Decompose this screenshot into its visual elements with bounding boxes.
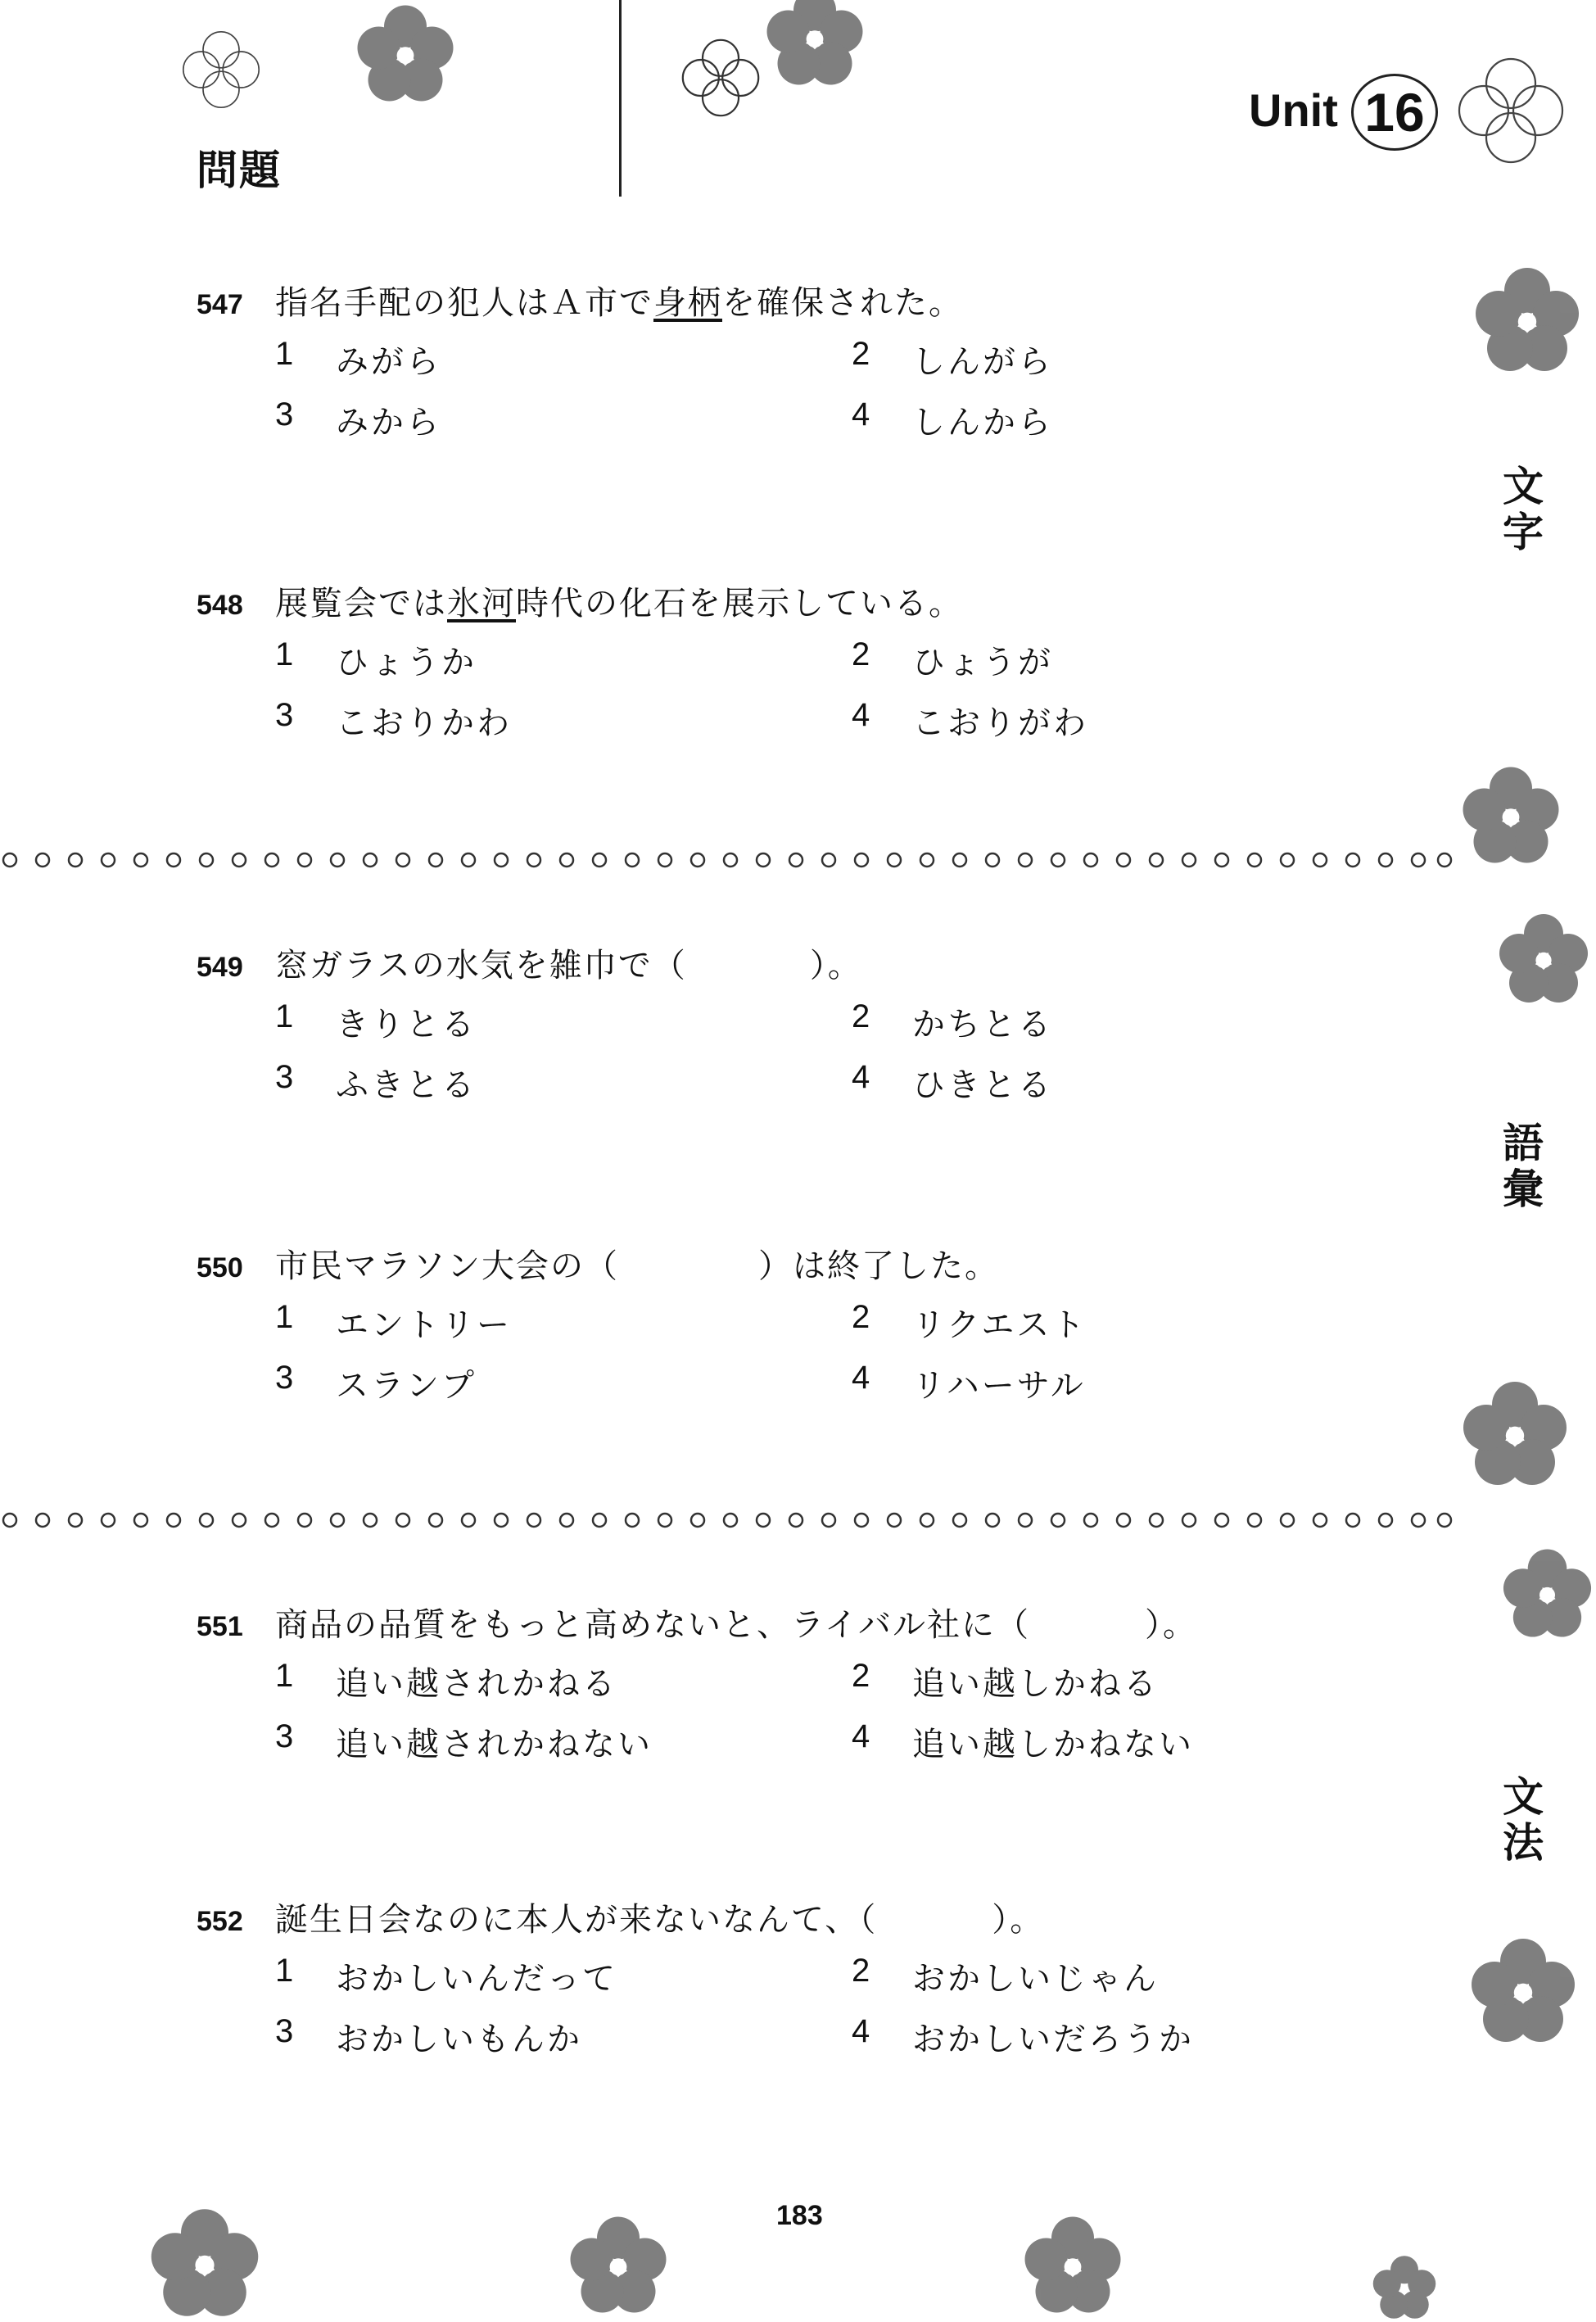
option-3[interactable] <box>275 1718 653 1765</box>
side-tab-char: 彙 <box>1503 1166 1544 1213</box>
option-4[interactable] <box>852 1059 1053 1106</box>
side-tab-char: 語 <box>1503 1120 1544 1167</box>
question-stem <box>197 277 963 324</box>
question-stem <box>197 1894 1044 1940</box>
option-1[interactable] <box>275 998 477 1045</box>
option-text: おかしいじゃん <box>912 1960 1159 1998</box>
stem-before: 指名手配の犯人はＡ市で <box>275 284 653 322</box>
question-549 <box>197 939 1441 1128</box>
option-text: 追い越されかねない <box>336 1726 653 1763</box>
option-1[interactable] <box>275 1658 617 1704</box>
stem-after: ）は終了した。 <box>758 1247 999 1285</box>
flower-decoration-icon <box>352 0 459 106</box>
option-text: おかしいもんか <box>336 2021 582 2058</box>
flower-outline-icon <box>1441 49 1580 172</box>
option-3[interactable] <box>275 1360 477 1406</box>
option-text: みがら <box>336 343 441 381</box>
side-tab-char: 法 <box>1503 1819 1544 1867</box>
flower-outline-icon <box>671 33 770 123</box>
option-text: ふきとる <box>336 1066 477 1104</box>
question-number: 550 <box>197 1252 243 1283</box>
stem-before: 商品の品質をもっと高めないと、ライバル社に（ <box>275 1606 1030 1644</box>
question-547 <box>197 277 1441 465</box>
option-number: 2 <box>852 1299 873 1335</box>
option-number: 2 <box>852 1953 873 1989</box>
question-551 <box>197 1599 1441 1787</box>
option-4[interactable] <box>852 697 1088 744</box>
option-2[interactable] <box>852 1658 1159 1704</box>
side-tab-char: 文 <box>1503 463 1544 510</box>
option-text: ひきとる <box>912 1066 1053 1104</box>
flower-decoration-icon <box>565 2211 671 2318</box>
option-text: ひょうか <box>336 644 477 681</box>
question-550 <box>197 1240 1441 1428</box>
stem-before: 市民マラソン大会の（ <box>275 1247 619 1285</box>
underlined-word: 氷河 <box>447 585 516 622</box>
dotted-separator <box>0 1510 1458 1530</box>
stem-after: を確保された。 <box>722 284 963 322</box>
option-number: 2 <box>852 998 873 1034</box>
option-1[interactable] <box>275 636 477 683</box>
flower-decoration-icon <box>1499 1532 1596 1654</box>
option-text: しんから <box>912 404 1053 441</box>
stem-before: 窓ガラスの水気を雑巾で（ <box>275 947 687 984</box>
option-number: 1 <box>275 636 296 672</box>
question-stem <box>197 939 862 986</box>
option-number: 4 <box>852 1718 873 1754</box>
option-number: 4 <box>852 1059 873 1095</box>
question-stem <box>197 577 963 624</box>
question-text <box>275 1240 999 1287</box>
stem-after: ）。 <box>809 947 862 984</box>
option-number: 3 <box>275 697 296 733</box>
option-text: エントリー <box>336 1306 512 1344</box>
option-number: 3 <box>275 1718 296 1754</box>
question-text <box>275 1599 1197 1645</box>
option-number: 1 <box>275 1953 296 1989</box>
option-number: 2 <box>852 1658 873 1694</box>
unit-label: Unit <box>1249 84 1338 136</box>
option-number: 1 <box>275 1299 296 1335</box>
flower-decoration-icon <box>1343 2252 1466 2322</box>
option-1[interactable] <box>275 1953 617 1999</box>
question-number: 551 <box>197 1611 243 1642</box>
question-number: 548 <box>197 590 243 621</box>
unit-number-badge: 16 <box>1351 74 1438 151</box>
question-stem <box>197 1599 1197 1645</box>
question-number: 549 <box>197 952 243 983</box>
question-stem <box>197 1240 999 1287</box>
option-3[interactable] <box>275 396 441 443</box>
option-4[interactable] <box>852 2013 1194 2060</box>
binding-line <box>619 0 622 197</box>
flower-decoration-icon <box>1015 2211 1130 2318</box>
option-4[interactable] <box>852 1718 1194 1765</box>
flower-decoration-icon <box>1458 262 1596 377</box>
option-3[interactable] <box>275 1059 477 1106</box>
option-text: きりとる <box>336 1006 477 1043</box>
stem-after: 時代の化石を展示している。 <box>516 585 963 622</box>
flower-outline-icon <box>164 25 278 115</box>
question-text <box>275 277 963 324</box>
option-2[interactable] <box>852 336 1053 382</box>
flower-decoration-icon <box>139 2203 270 2322</box>
option-text: こおりかわ <box>336 704 512 742</box>
question-number: 547 <box>197 289 243 320</box>
option-text: リハーサル <box>912 1367 1086 1405</box>
option-number: 3 <box>275 1059 296 1095</box>
question-text <box>275 577 963 624</box>
question-text <box>275 939 862 986</box>
option-text: 追い越しかねない <box>912 1726 1194 1763</box>
option-number: 1 <box>275 998 296 1034</box>
option-number: 1 <box>275 336 296 372</box>
option-2[interactable] <box>852 998 1053 1045</box>
flower-decoration-icon <box>1449 1376 1580 1491</box>
side-tab-bunpou <box>1499 1774 1548 1866</box>
option-text: 追い越しかねる <box>912 1665 1159 1703</box>
stem-after: ）。 <box>992 1901 1045 1939</box>
option-number: 2 <box>852 336 873 372</box>
option-2[interactable] <box>852 1299 1087 1346</box>
question-552 <box>197 1894 1441 2082</box>
option-4[interactable] <box>852 1360 1086 1406</box>
option-number: 3 <box>275 2013 296 2049</box>
side-tab-moji <box>1499 464 1548 555</box>
flower-decoration-icon <box>1490 909 1596 1007</box>
page-number: 183 <box>776 2200 823 2231</box>
option-text: ひょうが <box>912 644 1053 681</box>
flower-decoration-icon <box>1458 1933 1589 2048</box>
option-text: 追い越されかねる <box>336 1665 617 1703</box>
option-number: 1 <box>275 1658 296 1694</box>
option-number: 3 <box>275 396 296 432</box>
option-text: おかしいだろうか <box>912 2021 1194 2058</box>
option-number: 4 <box>852 1360 873 1396</box>
option-2[interactable] <box>852 636 1053 683</box>
flower-decoration-icon <box>1449 762 1572 868</box>
dotted-separator <box>0 850 1458 870</box>
underlined-word: 身柄 <box>653 284 722 322</box>
option-text: おかしいんだって <box>336 1960 617 1998</box>
option-3[interactable] <box>275 2013 582 2060</box>
option-number: 3 <box>275 1360 296 1396</box>
option-text: こおりがわ <box>912 704 1088 742</box>
question-number: 552 <box>197 1906 243 1937</box>
option-3[interactable] <box>275 697 512 744</box>
option-number: 4 <box>852 697 873 733</box>
side-tab-char: 字 <box>1503 509 1544 556</box>
option-number: 2 <box>852 636 873 672</box>
option-text: リクエスト <box>912 1306 1087 1344</box>
option-number: 4 <box>852 2013 873 2049</box>
stem-before: 誕生日会なのに本人が来ないなんて、（ <box>275 1901 878 1939</box>
option-2[interactable] <box>852 1953 1159 1999</box>
option-text: しんがら <box>912 343 1053 381</box>
option-1[interactable] <box>275 1299 512 1346</box>
option-number: 4 <box>852 396 873 432</box>
question-548 <box>197 577 1441 766</box>
question-text <box>275 1894 1044 1940</box>
option-4[interactable] <box>852 396 1053 443</box>
stem-after: ）。 <box>1145 1606 1197 1644</box>
option-text: かちとる <box>912 1006 1053 1043</box>
side-tab-char: 文 <box>1503 1773 1544 1821</box>
option-1[interactable] <box>275 336 441 382</box>
side-tab-goi <box>1499 1120 1548 1212</box>
flower-decoration-icon <box>753 0 876 90</box>
section-title: 問題 <box>197 147 282 194</box>
option-text: みから <box>336 404 441 441</box>
option-text: スランプ <box>336 1367 477 1405</box>
stem-before: 展覧会では <box>275 585 447 622</box>
